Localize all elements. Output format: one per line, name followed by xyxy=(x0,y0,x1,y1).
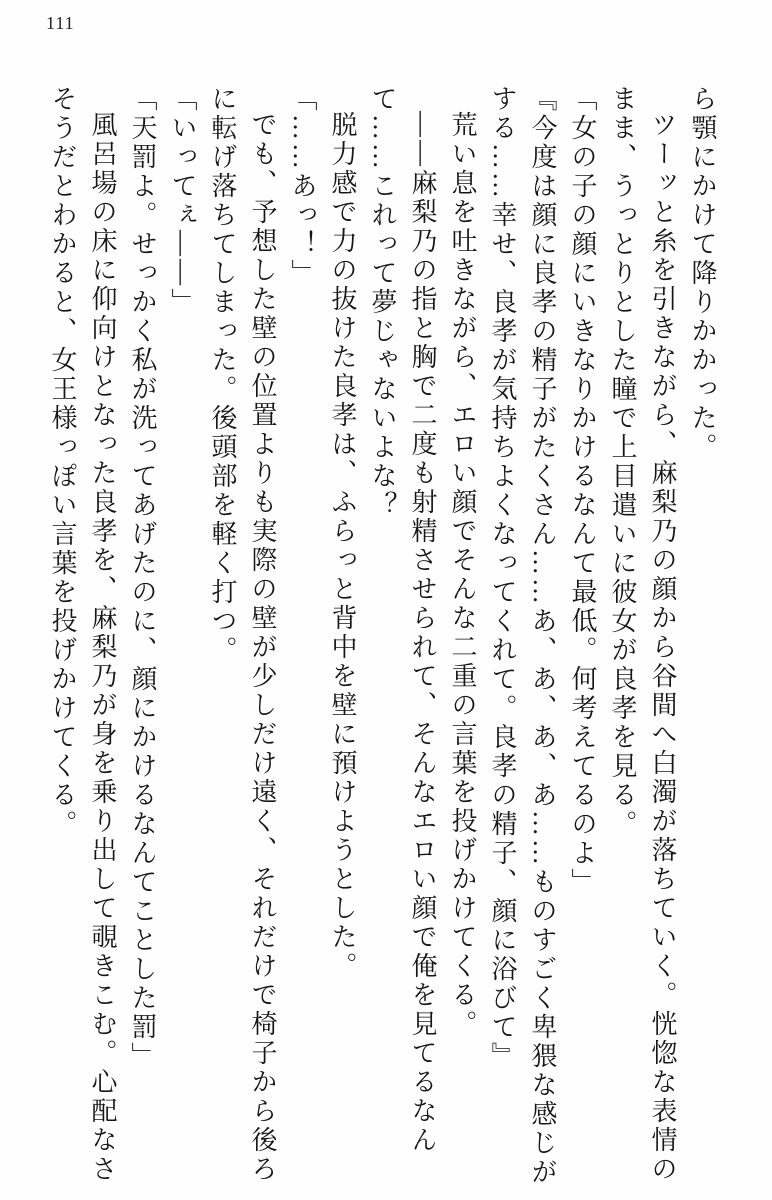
text-block xyxy=(42,85,722,1191)
page-number: 111 xyxy=(46,13,75,33)
paragraph-inner-thought: ――麻梨乃の指と胸で二度も射精させられて、そんなエロい顔で俺を見てるなんて……これって夢じゃないよな？ xyxy=(368,85,437,1155)
paragraph-dialogue: 「……あっ！」 xyxy=(288,85,317,288)
paragraph-narration: ツーッと糸を引きながら、麻梨乃の顔から谷間へ白濁が落ちていく。恍惚な表情のまま、うっとりとした瞳で上目遣いに彼女が良孝を見る。 xyxy=(608,85,677,1184)
paragraph-dialogue: 「女の子の顔にいきなりかけるなんて最低。何考えてるのよ」 xyxy=(568,85,597,897)
paragraph-narration: でも、予想した壁の位置よりも実際の壁が少しだけ遠く、それだけで椅子から後ろに転げ落ちてしまった。後頭部を軽く打つ。 xyxy=(208,85,277,1184)
paragraph-narration: 風呂場の床に仰向けとなった良孝を、麻梨乃が身を乗り出して覗きこむ。心配なさそうだとわかると、女王様っぽい言葉を投げかけてくる。 xyxy=(48,85,117,1184)
paragraph-narration: 荒い息を吐きながら、エロい顔でそんな二重の言葉を投げかけてくる。 xyxy=(448,111,477,1039)
paragraph-dialogue: 「天罰よ。せっかく私が洗ってあげたのに、顔にかけるなんてことした罰」 xyxy=(128,85,157,1071)
paragraph-dialogue: 「いってぇ――」 xyxy=(168,85,197,317)
paragraph-narration: ら顎にかけて降りかかった。 xyxy=(688,85,717,462)
paragraph-dialogue: 『今度は顔に良孝の精子がたくさん……あ、あ、あ、あ……ものすごく卑猥な感じがする……幸せ、良孝が気持ちよくなってくれて。良孝の精子、顔に浴びて』 xyxy=(488,85,557,1187)
paragraph-narration: 脱力感で力の抜けた良孝は、ふらっと背中を壁に預けようとした。 xyxy=(328,111,357,981)
